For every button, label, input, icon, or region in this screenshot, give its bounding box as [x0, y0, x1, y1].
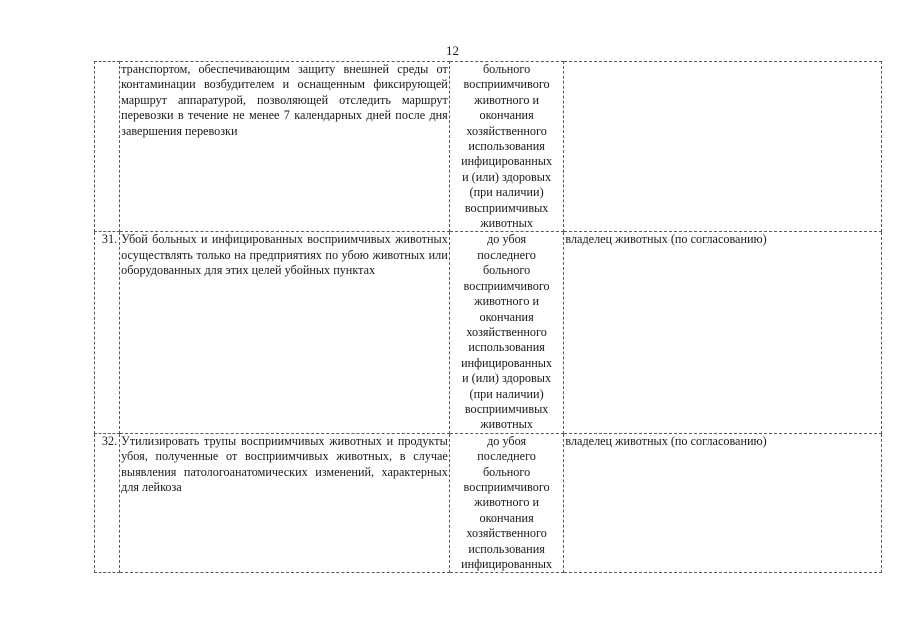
- deadline-text: до убоя последнего больного восприимчивого животного и окончания хозяйственного использования инфицированных и (или) здоровых (при наличии) восприимчивых животных: [461, 232, 553, 432]
- measure-description-cell: [120, 232, 450, 433]
- table-row: [95, 232, 882, 433]
- deadline-text: до убоя последнего больного восприимчивого животного и окончания хозяйственного использования инфицированных: [461, 433, 553, 571]
- measure-description-cell: [120, 433, 450, 573]
- measures-table: [94, 61, 882, 573]
- deadline-cell: [449, 62, 564, 232]
- responsible-cell: [564, 62, 882, 232]
- table-row: [95, 62, 882, 232]
- row-number-cell: [95, 62, 120, 232]
- measure-description: Убой больных и инфицированных восприимчивых животных осуществлять только на предприятиях по убою животных или оборудованных для этих целей убойных пунктах: [121, 232, 448, 278]
- row-number-cell: 31.: [95, 232, 120, 433]
- measure-description: Утилизировать трупы восприимчивых животных и продукты убоя, полученные от восприимчивых животных, в случае выявления патологоанатомических изменений, характерных для лейкоза: [121, 433, 448, 494]
- measure-description-cell: [120, 62, 450, 232]
- table-row: [95, 433, 882, 573]
- page-number: 12: [446, 43, 459, 58]
- deadline-text: больного восприимчивого животного и окончания хозяйственного использования инфицированных и (или) здоровых (при наличии) восприимчивых животных: [461, 62, 553, 231]
- measure-description: транспортом, обеспечивающим защиту внешней среды от контаминации возбудителем и оснащенным фиксирующей маршрут аппаратурой, позволяющей отследить маршрут перевозки в течение не менее 7 календарных дней после дня завершения перевозки: [121, 62, 448, 138]
- deadline-cell: [449, 232, 564, 433]
- responsible-cell: владелец животных (по согласованию): [564, 232, 882, 433]
- deadline-cell: [449, 433, 564, 573]
- responsible-cell: владелец животных (по согласованию): [564, 433, 882, 573]
- row-number-cell: 32.: [95, 433, 120, 573]
